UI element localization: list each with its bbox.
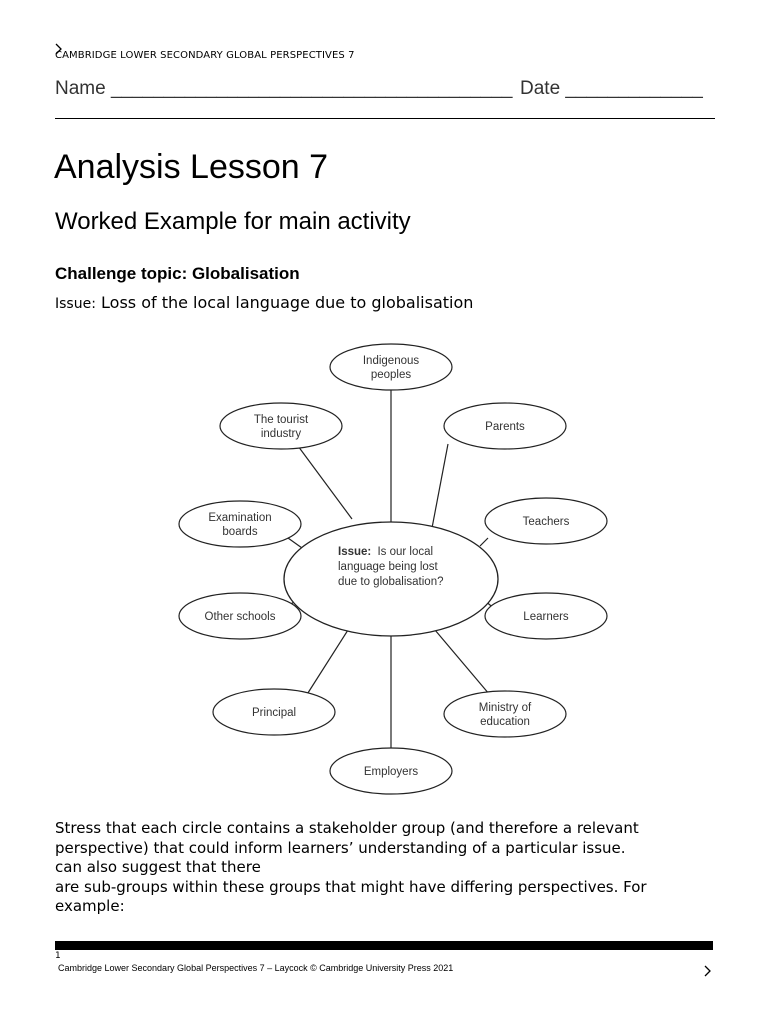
stakeholder-label: The tourist bbox=[253, 414, 309, 426]
spoke-principal bbox=[306, 630, 348, 696]
header-divider bbox=[55, 118, 715, 119]
stakeholder-node-principal bbox=[213, 689, 335, 735]
stakeholder-node-ministry bbox=[444, 691, 566, 737]
stakeholder-node-tourist-industry bbox=[220, 403, 342, 449]
stakeholder-node-examination-boards bbox=[179, 501, 301, 547]
center-issue-label: Issue: bbox=[338, 546, 372, 558]
issue-line bbox=[55, 293, 473, 312]
center-issue-node bbox=[284, 522, 498, 636]
course-header: CAMBRIDGE LOWER SECONDARY GLOBAL PERSPECTIVES 7 bbox=[55, 50, 355, 61]
paragraph-line: perspective) that could inform learners’ understanding of a particular issue. bbox=[55, 838, 626, 857]
issue-text: Loss of the local language due to globalisation bbox=[101, 293, 474, 312]
stakeholder-label: Other schools bbox=[204, 611, 276, 623]
stakeholder-node-indigenous bbox=[330, 344, 452, 390]
stakeholder-label: Examination bbox=[208, 512, 272, 524]
stakeholder-node-other-schools bbox=[179, 593, 301, 639]
stakeholder-label: Indigenous bbox=[362, 355, 420, 367]
date-field: Date _____________ bbox=[520, 78, 703, 99]
stakeholder-oval bbox=[330, 344, 452, 390]
center-issue-line-3: due to globalisation? bbox=[338, 576, 444, 588]
stakeholder-label: Learners bbox=[523, 611, 569, 623]
center-issue-text-1: Is our local bbox=[377, 546, 434, 558]
spoke-ministry bbox=[435, 630, 495, 701]
footer-bar bbox=[55, 941, 713, 950]
footer-copyright: Cambridge Lower Secondary Global Perspectives 7 – Laycock © Cambridge University Press 2021 bbox=[58, 963, 454, 973]
paragraph-line: can also suggest that there bbox=[55, 858, 261, 876]
stakeholder-label: Ministry of bbox=[478, 702, 532, 714]
paragraph-line: are sub-groups within these groups that might have differing perspectives. For bbox=[55, 877, 647, 896]
stakeholder-label: Principal bbox=[251, 707, 297, 719]
stakeholder-diagram bbox=[170, 338, 620, 798]
stakeholder-oval bbox=[444, 691, 566, 737]
page-subtitle: Worked Example for main activity bbox=[55, 208, 411, 235]
stakeholder-label: education bbox=[480, 716, 530, 728]
name-field: Name ______________________________________ bbox=[55, 78, 513, 99]
stakeholder-oval bbox=[179, 501, 301, 547]
page-number: 1 bbox=[55, 951, 61, 961]
stakeholder-oval bbox=[220, 403, 342, 449]
stakeholder-label: Teachers bbox=[522, 516, 570, 528]
issue-label: Issue: bbox=[55, 296, 96, 312]
stakeholder-node-learners bbox=[485, 593, 607, 639]
center-issue-line-1 bbox=[338, 546, 433, 558]
spoke-tourist-industry bbox=[298, 446, 352, 519]
stakeholder-label: boards bbox=[222, 526, 258, 538]
paragraph-line: Stress that each circle contains a stakeholder group (and therefore a relevant bbox=[55, 819, 639, 837]
stakeholder-label: peoples bbox=[370, 369, 412, 381]
page-title: Analysis Lesson 7 bbox=[54, 148, 329, 186]
challenge-topic: Challenge topic: Globalisation bbox=[55, 264, 300, 283]
stakeholder-node-teachers bbox=[485, 498, 607, 544]
paragraph-line: example: bbox=[55, 897, 125, 915]
stakeholder-label: Employers bbox=[363, 766, 419, 778]
center-issue-line-2: language being lost bbox=[338, 561, 438, 573]
stakeholder-node-employers bbox=[330, 748, 452, 794]
stakeholder-label: industry bbox=[260, 428, 302, 440]
chevron-right-icon bbox=[702, 964, 714, 978]
spoke-parents bbox=[432, 444, 448, 528]
stakeholder-node-parents bbox=[444, 403, 566, 449]
explanation-paragraph bbox=[55, 819, 695, 917]
stakeholder-label: Parents bbox=[485, 421, 525, 433]
spoke-teachers bbox=[480, 538, 488, 546]
